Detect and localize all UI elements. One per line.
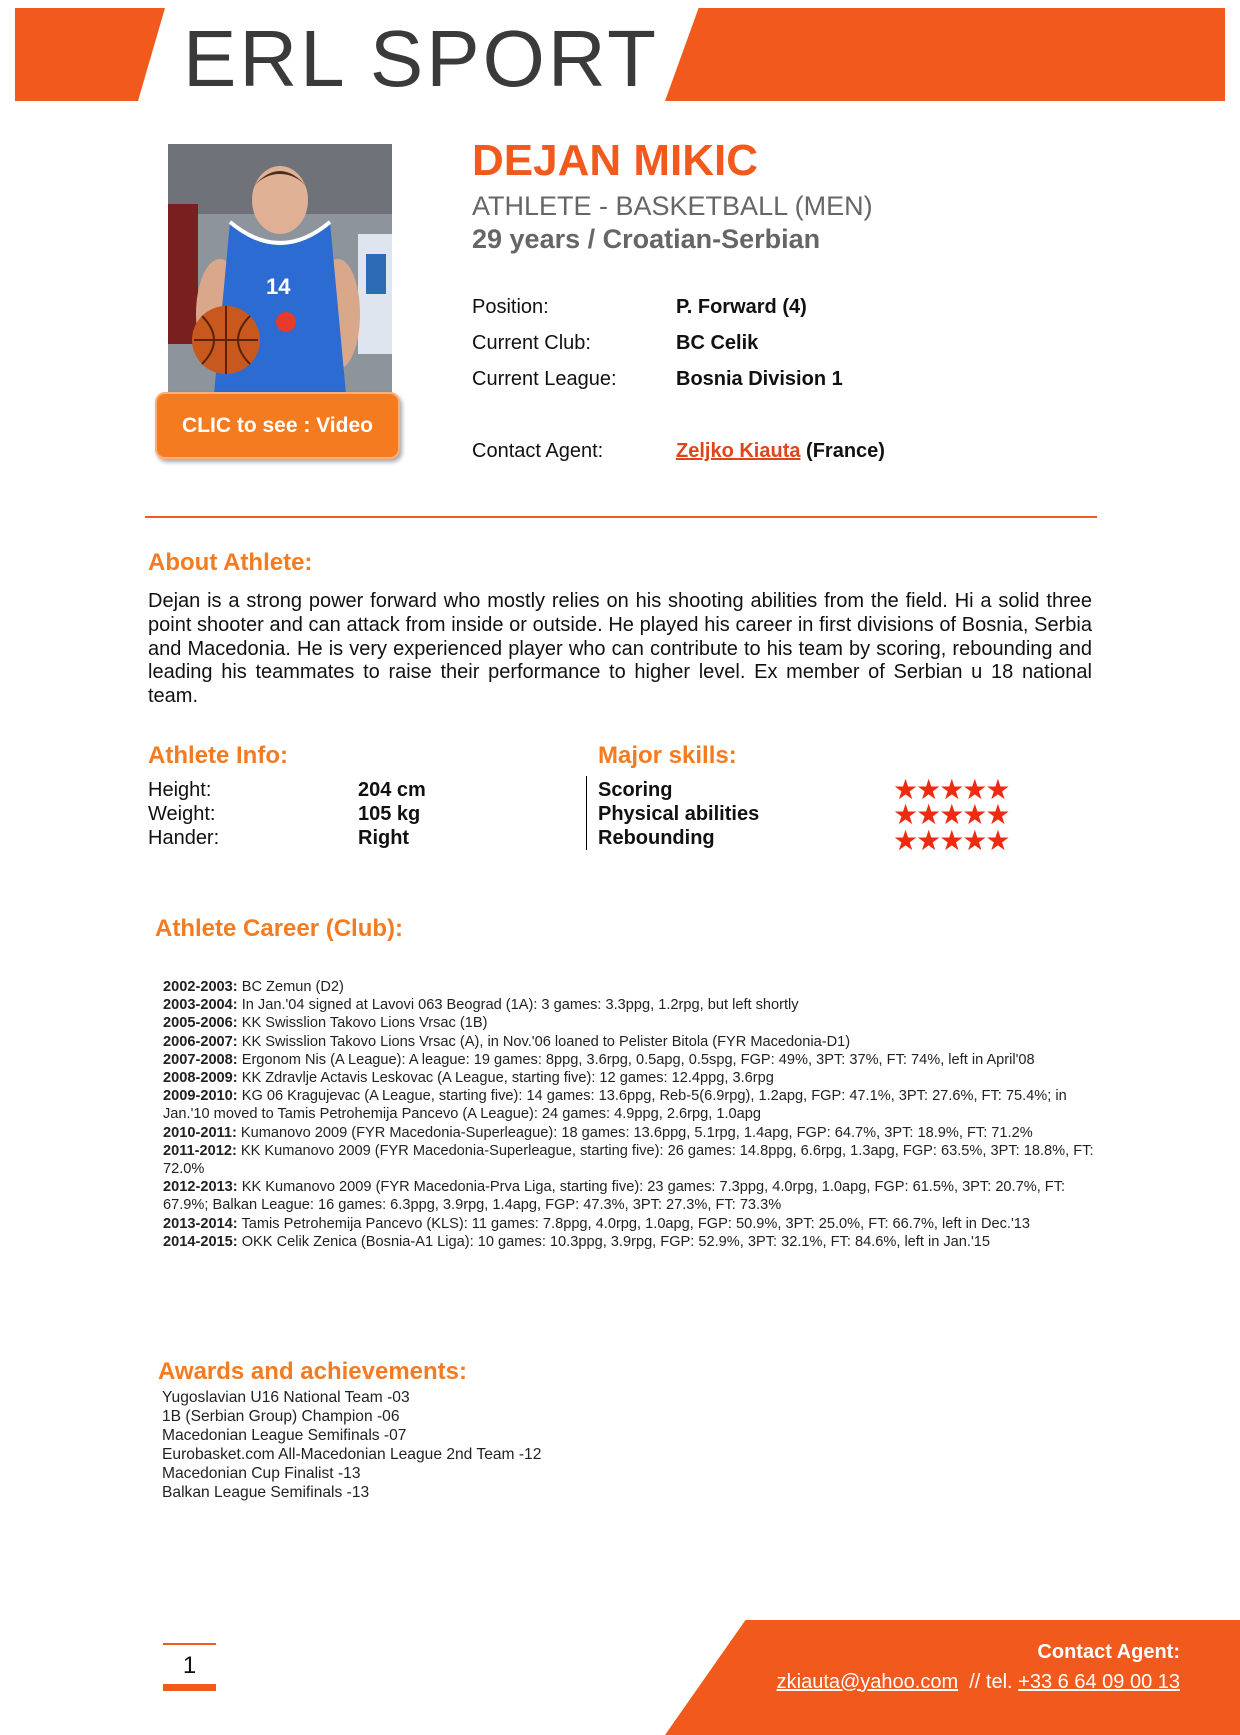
page-number-rule-top	[163, 1643, 216, 1645]
footer-phone-link[interactable]: +33 6 64 09 00 13	[1018, 1671, 1180, 1693]
career-entry: 2002-2003: BC Zemun (D2)	[163, 979, 344, 995]
career-entry: 2010-2011: Kumanovo 2009 (FYR Macedonia-Superleague): 18 games: 13.6ppg, 5.1rpg, 1.4apg, FGP: 64.7%, 3PT: 18.9%, FT: 71.2%	[163, 1124, 1033, 1141]
skill-stars-icon: ★★★★★	[893, 825, 1009, 856]
skill-name: Physical abilities	[598, 803, 760, 825]
footer-tel-prefix: // tel.	[958, 1671, 1019, 1693]
footer-contact-title: Contact Agent:	[1037, 1641, 1180, 1663]
agent-country: (France)	[800, 440, 885, 462]
awards-list	[162, 1389, 541, 1502]
career-entry: 2012-2013: KK Kumanovo 2009 (FYR Macedonia-Prva Liga, starting five): 23 games: 7.3ppg, 4.0rpg, 1.0apg, FGP: 61.5%, 3PT: 20.7%, FT: 67.9%; Balkan League: 16 games: 6.3ppg, 3.9rpg, 1.4apg, FGP: 47.3%, 3PT: 27.3%, FT: 73.3%	[163, 1179, 1066, 1214]
agent-label: Contact Agent:	[472, 440, 604, 462]
award-item: Macedonian League Semifinals -07	[162, 1426, 407, 1444]
skill-stars-icon: ★★★★★	[893, 774, 1009, 805]
club-label: Current Club:	[472, 332, 591, 354]
career-list	[163, 978, 1103, 1251]
league-value: Bosnia Division 1	[676, 368, 843, 390]
career-entry: 2013-2014: Tamis Petrohemija Pancevo (KLS): 11 games: 7.8ppg, 4.0rpg, 1.0apg, FGP: 50.9%, 3PT: 25.0%, FT: 66.7%, left in Dec.'13	[163, 1215, 1031, 1232]
footer-email-link[interactable]: zkiauta@yahoo.com	[776, 1671, 959, 1693]
athlete-photo-image	[168, 144, 392, 394]
award-item: 1B (Serbian Group) Champion -06	[162, 1407, 400, 1425]
skill-stars-icon: ★★★★★	[893, 799, 1009, 830]
career-entry: 2003-2004: In Jan.'04 signed at Lavovi 063 Beograd (1A): 3 games: 3.3ppg, 1.2rpg, but left shortly	[163, 997, 799, 1014]
award-item: Yugoslavian U16 National Team -03	[162, 1389, 410, 1406]
club-value: BC Celik	[676, 332, 759, 354]
career-entry: 2005-2006: KK Swisslion Takovo Lions Vrsac (1B)	[163, 1015, 488, 1032]
info-heading: Athlete Info:	[148, 742, 288, 769]
page-number: 1	[182, 1652, 197, 1679]
height-value: 204 cm	[358, 779, 426, 801]
hander-value: Right	[358, 827, 410, 849]
athlete-age-nationality: 29 years / Croatian-Serbian	[472, 224, 821, 254]
header-banner-right	[665, 8, 1225, 101]
award-item: Balkan League Semifinals -13	[162, 1483, 370, 1501]
page-number-rule-bottom	[163, 1684, 216, 1691]
skill-name: Rebounding	[598, 827, 715, 849]
section-divider	[145, 516, 1097, 518]
career-entry: 2006-2007: KK Swisslion Takovo Lions Vrsac (A), in Nov.'06 loaned to Pelister Bitola (FYR Macedonia-D1)	[163, 1033, 851, 1050]
career-entry: 2014-2015: OKK Celik Zenica (Bosnia-A1 Liga): 10 games: 10.3ppg, 3.9rpg, FGP: 52.9%, 3PT: 32.1%, FT: 84.6%, left in Jan.'15	[163, 1233, 990, 1250]
awards-heading: Awards and achievements:	[158, 1358, 468, 1385]
skills-heading: Major skills:	[598, 742, 737, 769]
career-entry: 2007-2008: Ergonom Nis (A League): A league: 19 games: 8ppg, 3.6rpg, 0.5apg, 0.5spg, FGP: 49%, 3PT: 37%, FT: 74%, left in April'08	[163, 1051, 1035, 1068]
weight-label: Weight:	[148, 803, 216, 825]
agent-value	[676, 440, 885, 463]
athlete-subtitle: ATHLETE - BASKETBALL (MEN)	[472, 191, 873, 221]
position-value: P. Forward (4)	[676, 296, 807, 318]
weight-value: 105 kg	[358, 803, 421, 825]
career-entry: 2008-2009: KK Zdravlje Actavis Leskovac (A League, starting five): 12 games: 12.4ppg, 3.6rpg	[163, 1070, 774, 1087]
award-item: Macedonian Cup Finalist -13	[162, 1464, 361, 1482]
about-heading: About Athlete:	[148, 549, 313, 576]
athlete-photo	[168, 144, 392, 394]
league-label: Current League:	[472, 368, 617, 390]
brand-logo: ERL SPORT	[183, 14, 660, 103]
position-label: Position:	[472, 296, 549, 318]
agent-link[interactable]: Zeljko Kiauta	[676, 440, 801, 462]
award-item: Eurobasket.com All-Macedonian League 2nd Team -12	[162, 1445, 542, 1463]
career-heading: Athlete Career (Club):	[155, 915, 404, 942]
height-label: Height:	[148, 779, 212, 801]
about-text: Dejan is a strong power forward who mostly relies on his shooting abilities from the field. Hi a solid three point shooter and can attack from inside or outside. He played his career in first divisions of Bosnia, Serbia and Macedonia. He is very experienced player who can contribute to his team by scoring, rebounding and leading his teammates to raise their performance to higher level. Ex member of Serbian u 18 national team.	[148, 590, 1092, 708]
skill-name: Scoring	[598, 779, 673, 801]
footer-contact-line	[777, 1671, 1180, 1694]
header-banner-left	[15, 8, 165, 101]
career-entry: 2009-2010: KG 06 Kragujevac (A League, starting five): 14 games: 13.6ppg, Reb-5(6.9rpg), 1.2apg, FGP: 47.1%, 3PT: 27.6%, FT: 75.4%; in Jan.'10 moved to Tamis Petrohemija Pancevo (A League): 24 games: 4.9ppg, 2.6rpg, 1.0apg	[163, 1088, 1067, 1123]
jersey-number: 14	[266, 274, 291, 299]
info-skills-divider	[586, 776, 587, 850]
video-button[interactable]: CLIC to see : Video	[155, 392, 400, 459]
athlete-name: DEJAN MIKIC	[472, 136, 759, 185]
career-entry: 2011-2012: KK Kumanovo 2009 (FYR Macedonia-Superleague, starting five): 26 games: 14.8ppg, 6.6rpg, 1.3apg, FGP: 63.5%, 3PT: 18.8%, FT: 72.0%	[163, 1142, 1094, 1178]
hander-label: Hander:	[148, 827, 220, 849]
